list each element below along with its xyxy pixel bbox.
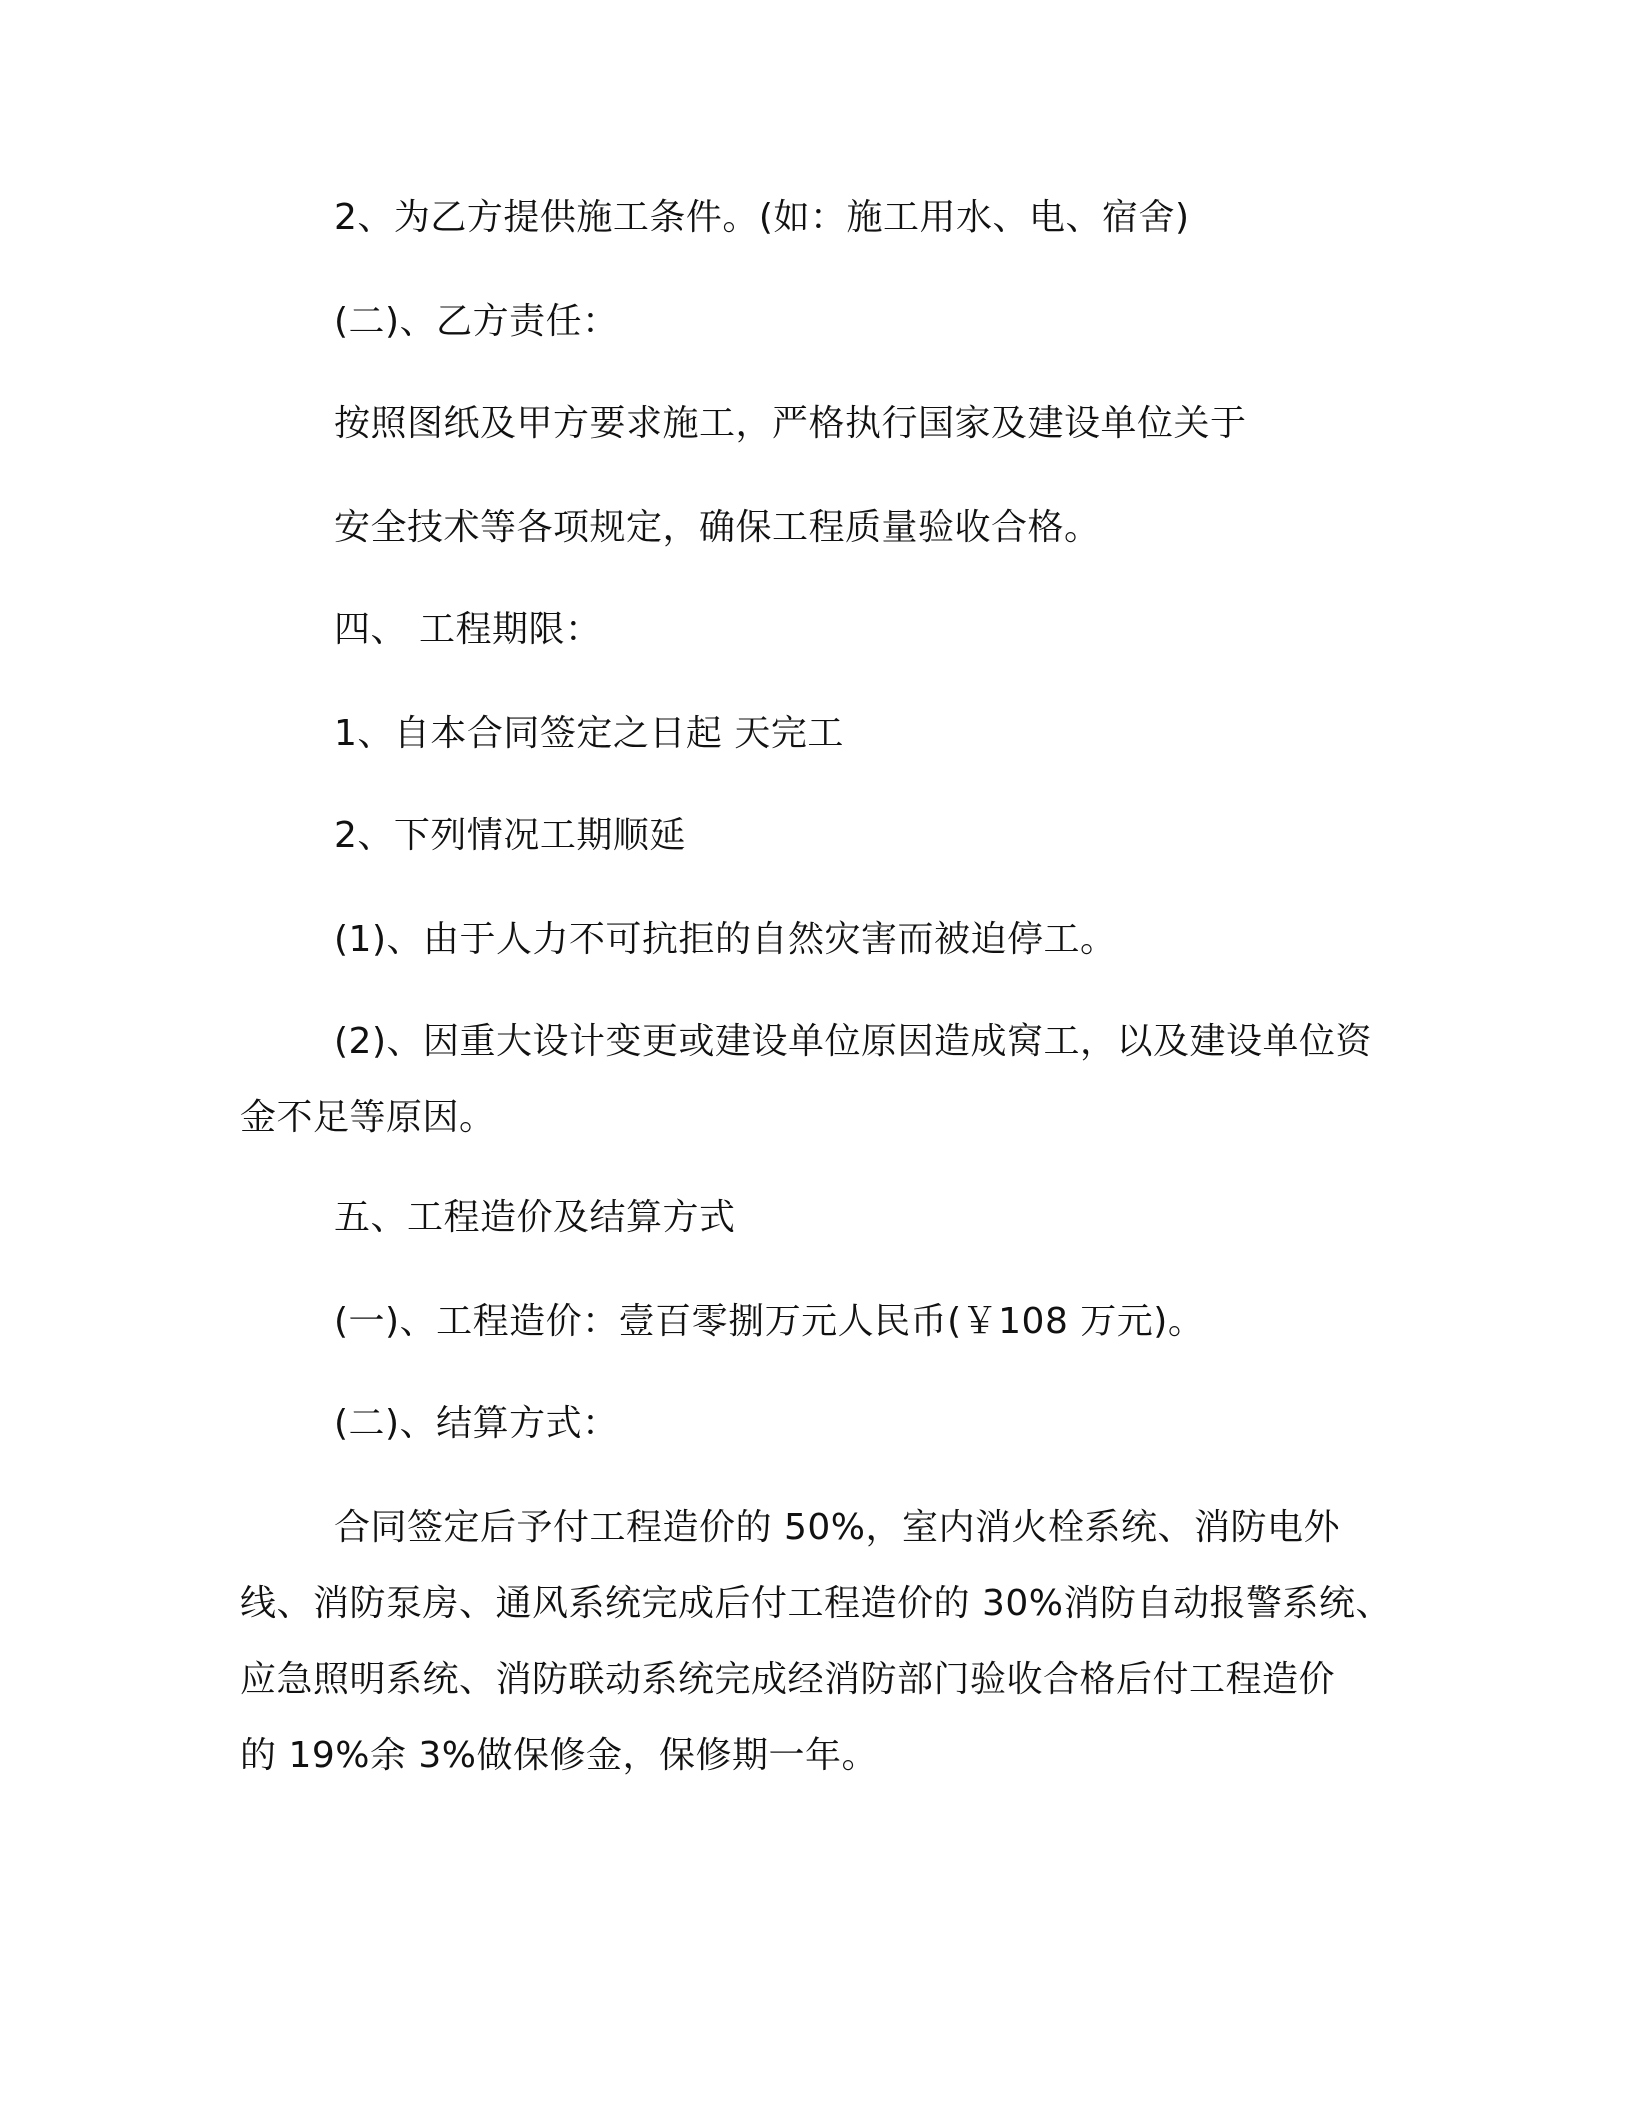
paragraph-settlement-3: 应急照明系统、消防联动系统完成经消防部门验收合格后付工程造价 <box>240 1659 1336 1700</box>
subitem-design-change-2: 金不足等原因。 <box>240 1097 496 1138</box>
subitem-design-change-1: (2)、因重大设计变更或建设单位原因造成窝工，以及建设单位资 <box>334 1021 1372 1062</box>
item-extension-cases: 2、下列情况工期顺延 <box>334 815 686 856</box>
section-heading-duration: 四、 工程期限： <box>334 609 602 650</box>
paragraph-settlement-2: 线、消防泵房、通风系统完成后付工程造价的 30%消防自动报警系统、 <box>240 1583 1392 1624</box>
heading-settlement-method: (二)、结算方式： <box>334 1403 619 1444</box>
item-project-cost: (一)、工程造价：壹百零捌万元人民币(￥108 万元)。 <box>334 1301 1205 1342</box>
paragraph-party-b-duty-1: 按照图纸及甲方要求施工，严格执行国家及建设单位关于 <box>334 403 1247 444</box>
subitem-force-majeure: (1)、由于人力不可抗拒的自然灾害而被迫停工。 <box>334 919 1117 960</box>
item-completion-days: 1、自本合同签定之日起 天完工 <box>334 713 844 754</box>
section-heading-cost: 五、工程造价及结算方式 <box>334 1197 736 1238</box>
paragraph-settlement-1: 合同签定后予付工程造价的 50%，室内消火栓系统、消防电外 <box>334 1507 1340 1548</box>
paragraph-party-b-duty-2: 安全技术等各项规定，确保工程质量验收合格。 <box>334 507 1101 548</box>
item-site-conditions: 2、为乙方提供施工条件。(如：施工用水、电、宿舍) <box>334 197 1190 238</box>
paragraph-settlement-4: 的 19%余 3%做保修金，保修期一年。 <box>240 1735 879 1776</box>
heading-party-b-duty: (二)、乙方责任： <box>334 301 619 342</box>
